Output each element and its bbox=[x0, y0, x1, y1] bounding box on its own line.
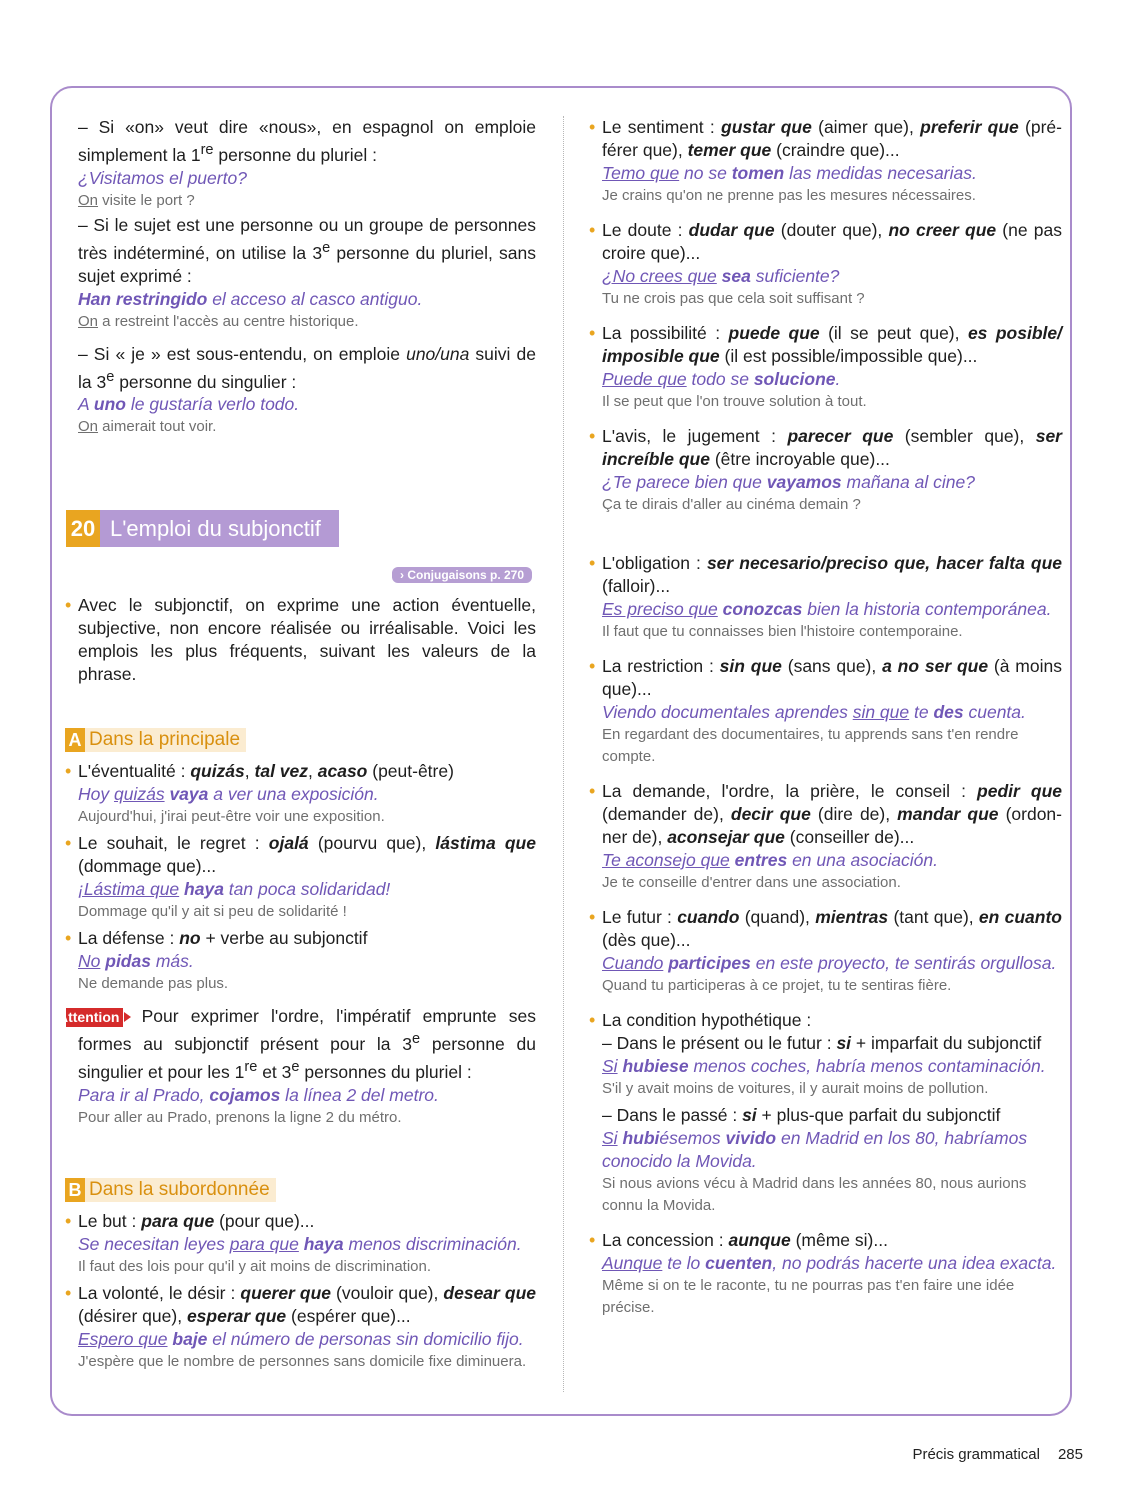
doute-rule: • Le doute : dudar que (douter que), no creer que (ne pas croire que)... bbox=[602, 219, 1062, 265]
condition-present: – Dans le présent ou le futur : si + imparfait du subjonctif bbox=[602, 1033, 1042, 1053]
futur-rule: • Le futur : cuando (quand), mientras (tant que), en cuanto (dès que)... bbox=[602, 906, 1062, 952]
example-fr: Il se peut que l'on trouve solution à tout. bbox=[602, 393, 867, 410]
volonte-rule: • La volonté, le désir : querer que (vouloir que), desear que (désirer que), esperar que (espérer que)... bbox=[78, 1282, 536, 1328]
section-heading bbox=[66, 510, 339, 547]
conjugaisons-link[interactable]: › Conjugaisons p. 270 bbox=[392, 567, 532, 583]
example-es: Hoy quizás vaya a ver una exposición. bbox=[78, 784, 379, 804]
example-fr: Je crains qu'on ne prenne pas les mesures nécessaires. bbox=[602, 187, 976, 204]
footer-label: Précis grammatical bbox=[912, 1446, 1040, 1463]
section-intro bbox=[78, 594, 536, 686]
example-es: ¿Te parece bien que vayamos mañana al cine? bbox=[602, 472, 975, 492]
page-footer bbox=[912, 1446, 1083, 1463]
rule-on-nous: – Si «on» veut dire «nous», en espagnol on emploie simplement la 1re personne du pluriel : bbox=[78, 117, 536, 165]
subheading-a bbox=[65, 727, 246, 753]
example-fr: Dommage qu'il y ait si peu de solidarité ! bbox=[78, 903, 347, 920]
attention-note: Attention Pour exprimer l'ordre, l'impératif emprunte ses formes au subjonctif présent pour la 3e personne du singulier et pour les 1re et 3e personnes du pluriel : bbox=[58, 1006, 536, 1082]
subheading-title: Dans la principale bbox=[85, 728, 246, 752]
but-rule: • Le but : para que (pour que)... bbox=[78, 1210, 536, 1233]
avis-rule: • L'avis, le jugement : parecer que (sembler que), ser increíble que (être incroyable que)... bbox=[602, 425, 1062, 471]
possibilite-rule: • La possibilité : puede que (il se peut que), es posible/ imposible que (il est possible/impossible que)... bbox=[602, 322, 1062, 368]
sub-a-content bbox=[58, 760, 536, 1131]
sub-b-content bbox=[78, 1210, 536, 1375]
defense-rule: • La défense : no + verbe au subjonctif bbox=[78, 927, 536, 950]
example-es: No pidas más. bbox=[78, 951, 194, 971]
example-fr: Tu ne crois pas que cela soit suffisant ? bbox=[602, 290, 865, 307]
example-fr: S'il y avait moins de voitures, il y aurait moins de pollution. bbox=[602, 1080, 989, 1097]
condition-rule: • La condition hypothétique : bbox=[602, 1009, 1062, 1032]
example-es: ¿No crees que sea suficiente? bbox=[602, 266, 840, 286]
left-column-top bbox=[78, 116, 536, 440]
example-es: Para ir al Prado, cojamos la línea 2 del metro. bbox=[78, 1084, 439, 1105]
example-fr: Je te conseille d'entrer dans une association. bbox=[602, 874, 901, 891]
example-fr: Ne demande pas plus. bbox=[78, 975, 229, 992]
example-es: Te aconsejo que entres en una asociación. bbox=[602, 850, 939, 870]
concession-rule: • La concession : aunque (même si)... bbox=[602, 1229, 1062, 1252]
subheading-title: Dans la subordonnée bbox=[85, 1178, 276, 1202]
subheading-letter: B bbox=[65, 1178, 85, 1202]
right-column bbox=[602, 116, 1062, 1321]
example-fr: En regardant des documentaires, tu apprends sans t'en rendre compte. bbox=[602, 726, 1019, 765]
subheading-letter: A bbox=[65, 728, 85, 752]
obligation-rule: • L'obligation : ser necesario/preciso que, hacer falta que (falloir)... bbox=[602, 552, 1062, 598]
example-es: Han restringido el acceso al casco antiguo. bbox=[78, 288, 423, 309]
example-es: Cuando participes en este proyecto, te sentirás orgullosa. bbox=[602, 953, 1057, 973]
example-fr: On visite le port ? bbox=[78, 191, 195, 209]
example-fr: Même si on te le raconte, tu ne pourras pas t'en faire une idée précise. bbox=[602, 1277, 1015, 1316]
example-fr: Il faut que tu connaisses bien l'histoire contemporaine. bbox=[602, 623, 963, 640]
example-es: Viendo documentales aprendes sin que te des cuenta. bbox=[602, 702, 1026, 722]
sentiment-rule: • Le sentiment : gustar que (aimer que), preferir que (préférer que), temer que (craindre que)... bbox=[602, 116, 1062, 162]
example-fr: Ça te dirais d'aller au cinéma demain ? bbox=[602, 496, 861, 513]
example-es: Se necesitan leyes para que haya menos discriminación. bbox=[78, 1234, 522, 1254]
example-fr: Si nous avions vécu à Madrid dans les années 80, nous aurions connu la Movida. bbox=[602, 1175, 1027, 1214]
example-es: Es preciso que conozcas bien la historia contemporánea. bbox=[602, 599, 1052, 619]
example-es: Si hubiese menos coches, habría menos contaminación. bbox=[602, 1056, 1046, 1076]
subheading-b bbox=[65, 1177, 276, 1203]
souhait-rule: • Le souhait, le regret : ojalá (pourvu que), lástima que (dommage que)... bbox=[78, 832, 536, 878]
example-es: Si hubiésemos vivido en Madrid en los 80, habríamos conocido la Movida. bbox=[602, 1128, 1028, 1171]
example-fr: Pour aller au Prado, prenons la ligne 2 du métro. bbox=[78, 1108, 402, 1126]
example-es: ¿Visitamos el puerto? bbox=[78, 167, 247, 188]
eventualite-rule: • L'éventualité : quizás, tal vez, acaso (peut-être) bbox=[78, 760, 536, 783]
rule-on-indetermine: – Si le sujet est une personne ou un groupe de personnes très indéterminé, on utilise la 3e personne du pluriel, sans sujet exprimé : bbox=[78, 214, 537, 286]
condition-passe: – Dans le passé : si + plus-que parfait du subjonctif bbox=[602, 1105, 1001, 1125]
page-number: 285 bbox=[1057, 1446, 1083, 1463]
example-es: Puede que todo se solucione. bbox=[602, 369, 841, 389]
column-divider bbox=[563, 116, 564, 1392]
example-fr: Quand tu participeras à ce projet, tu te sentiras fière. bbox=[602, 977, 952, 994]
example-fr: Aujourd'hui, j'irai peut-être voir une exposition. bbox=[78, 808, 385, 825]
example-es: A uno le gustaría verlo todo. bbox=[78, 394, 300, 415]
intro-text: • Avec le subjonctif, on exprime une action éventuelle, subjective, non encore réalisée ou irréalisable. Voici les emplois les plus fréquents, suivant les valeurs de la phrase. bbox=[78, 594, 536, 686]
section-number: 20 bbox=[66, 510, 100, 547]
example-es: Aunque te lo cuenten, no podrás hacerte una idea exacta. bbox=[602, 1253, 1057, 1273]
section-title: L'emploi du subjonctif bbox=[100, 510, 339, 547]
attention-badge: Attention bbox=[66, 1008, 123, 1027]
example-fr: Il faut des lois pour qu'il y ait moins de discrimination. bbox=[78, 1258, 432, 1275]
example-fr: On aimerait tout voir. bbox=[78, 418, 217, 436]
example-fr: On a restreint l'accès au centre historique. bbox=[78, 312, 359, 330]
demande-rule: • La demande, l'ordre, la prière, le conseil : pedir que (demander de), decir que (dire de), mandar que (ordonner de), aconsejar que (conseiller de)... bbox=[602, 780, 1062, 849]
example-es: Temo que no se tomen las medidas necesarias. bbox=[602, 163, 977, 183]
example-es: Espero que baje el número de personas sin domicilio fijo. bbox=[78, 1329, 524, 1349]
restriction-rule: • La restriction : sin que (sans que), a no ser que (à moins que)... bbox=[602, 655, 1062, 701]
example-fr: J'espère que le nombre de personnes sans domicile fixe diminuera. bbox=[78, 1353, 527, 1370]
example-es: ¡Lástima que haya tan poca solidaridad! bbox=[78, 879, 391, 899]
rule-on-je: – Si « je » est sous-entendu, on emploie uno/una suivi de la 3e personne du singulier : bbox=[78, 343, 536, 392]
